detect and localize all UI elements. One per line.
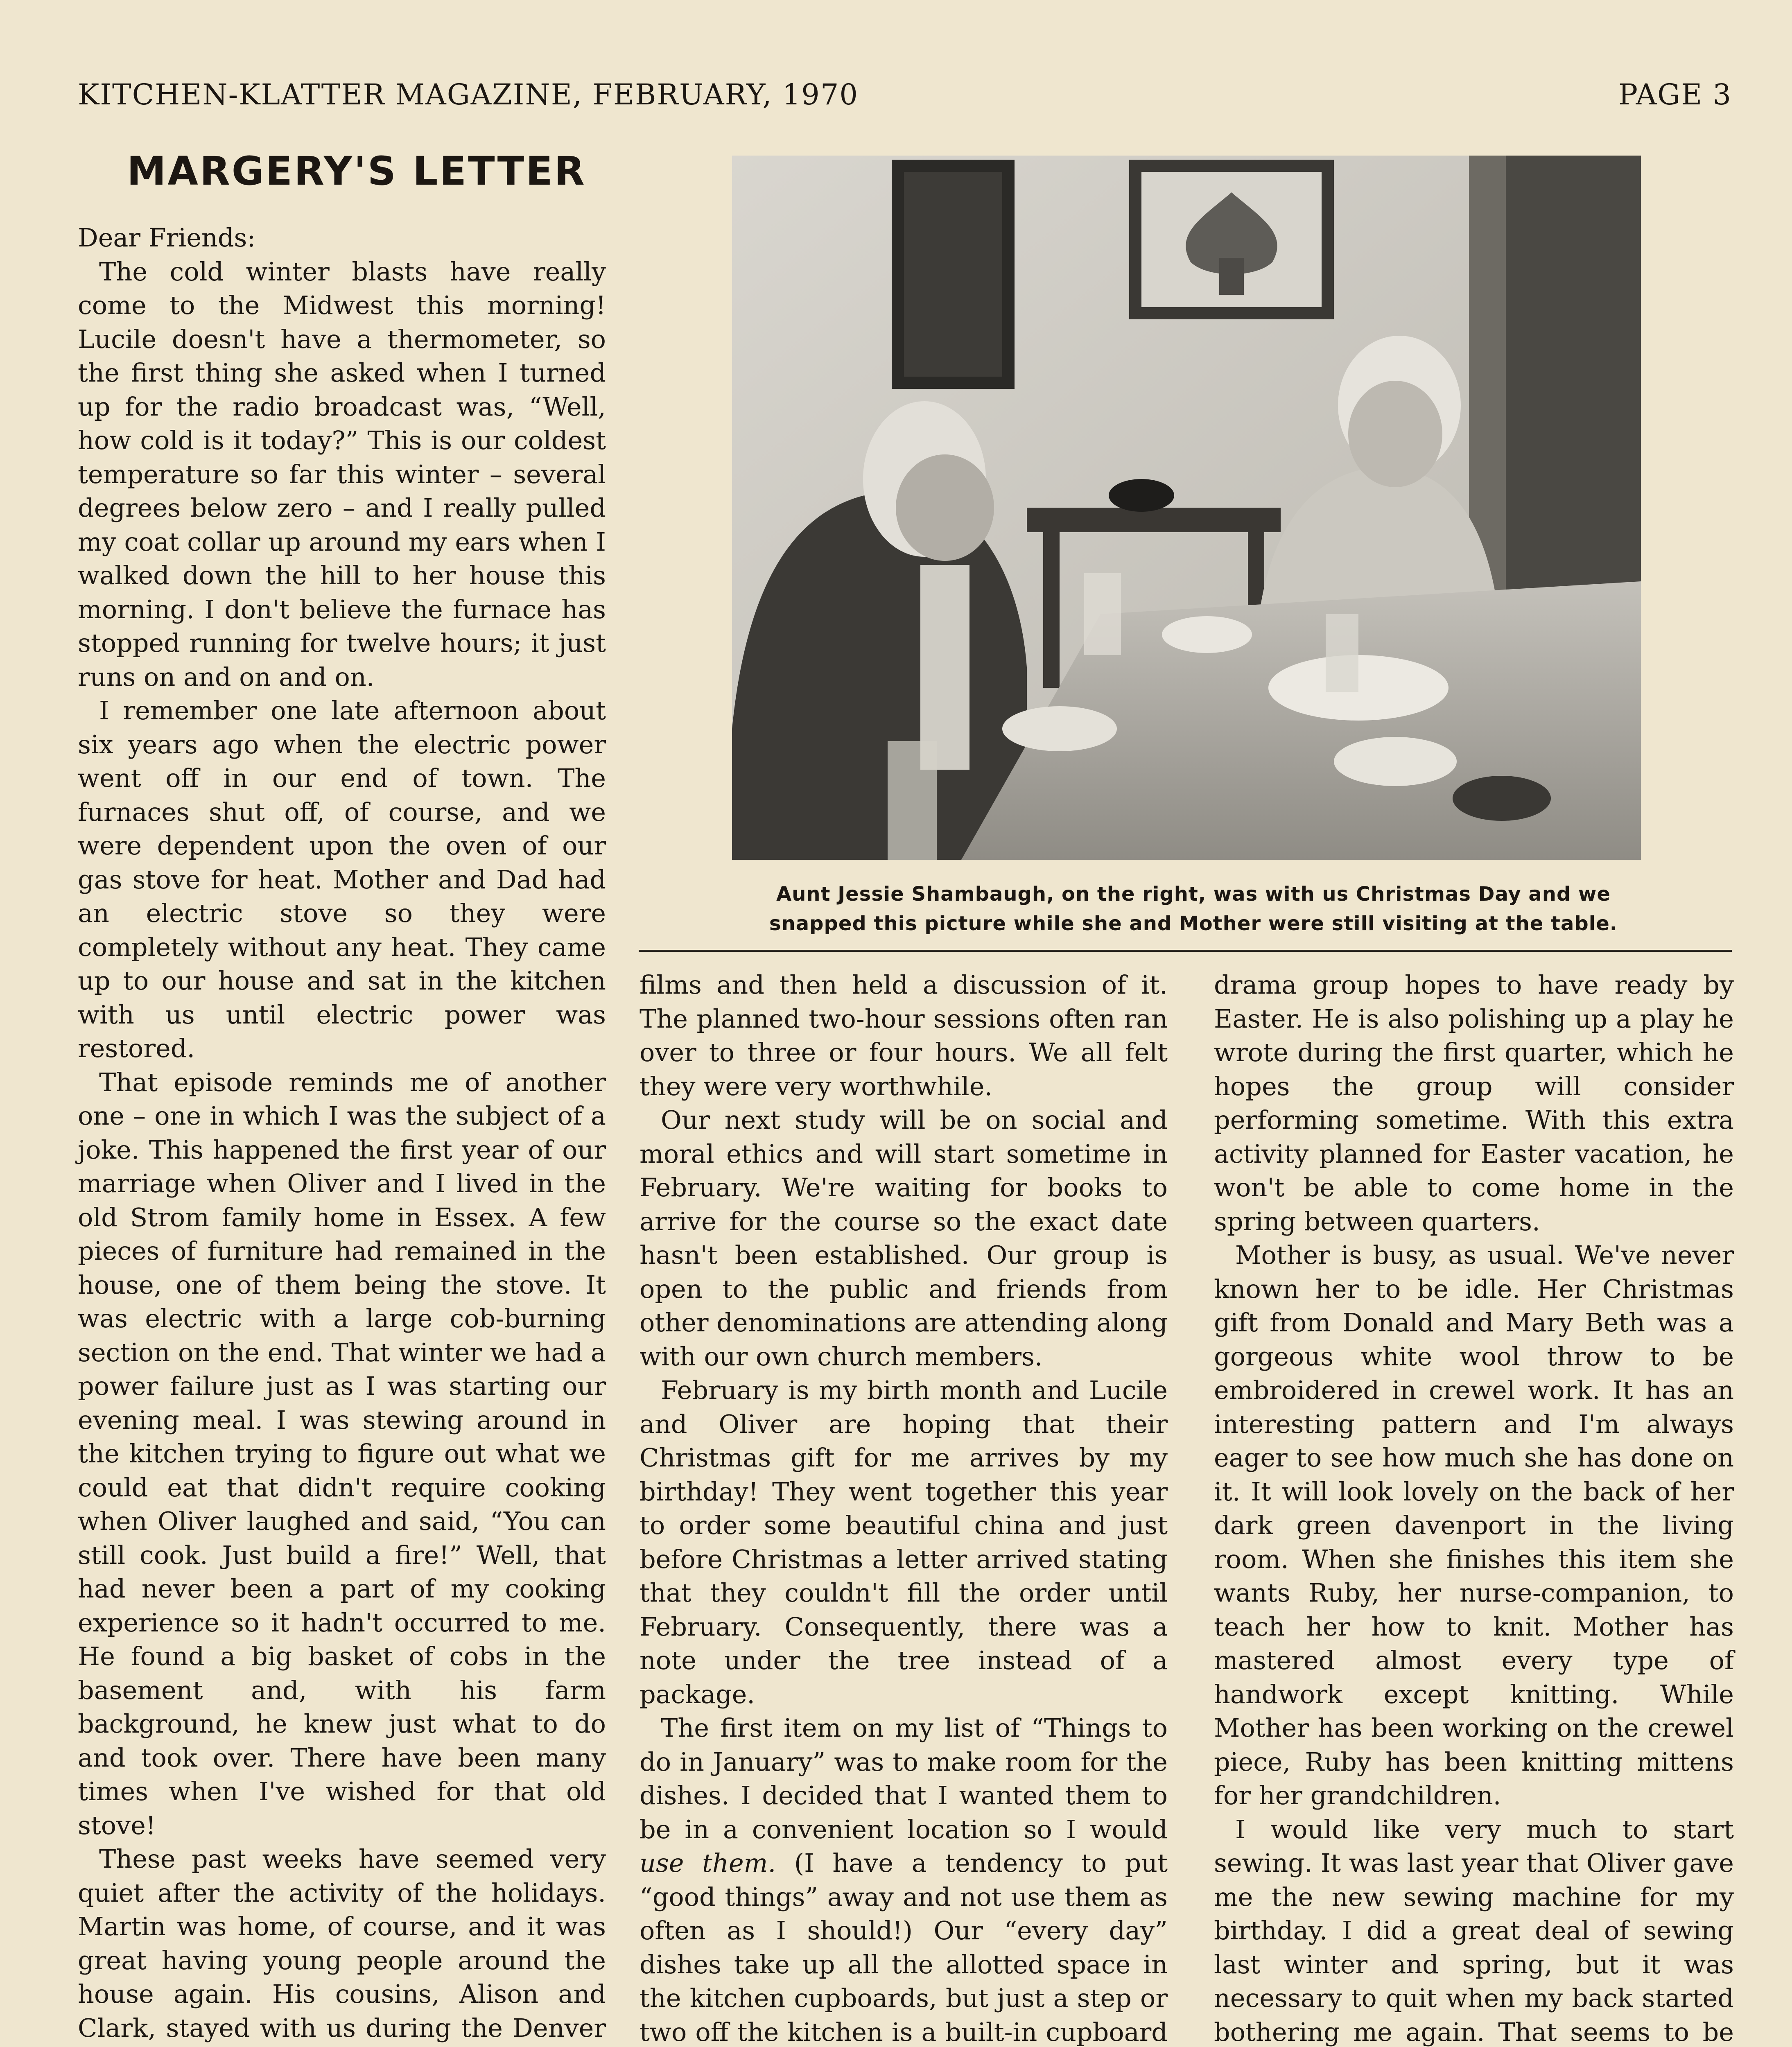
photo-two-women-at-table — [732, 156, 1641, 860]
paragraph: I remember one late afternoon about six years ago when the electric power went off in our end of town. The furnaces shut off, of course, and we were dependent upon the oven of our gas stove for heat. Mother and Dad had an electric stove so they were completely without any heat. They came up to our house and sat in the kitchen with us until electric power was restored. — [78, 696, 606, 1063]
photo-caption — [655, 879, 1732, 938]
column-2 — [640, 968, 1168, 2047]
column-1 — [78, 221, 606, 2047]
article-photo — [732, 156, 1641, 860]
paragraph: That episode reminds me of another one – one in which I was the subject of a joke. This happened the first year of our marriage when Oliver and I lived in the old Strom family home in Essex. A few pieces of furniture had remained in the house, one of them being the stove. It was electric with a large cob-burning section on the end. That winter we had a power failure just as I was starting our evening meal. I was stewing around in the kitchen trying to figure out what we could eat that didn't require cooking when Oliver laughed and said, “You can still cook. Just build a fire!” Well, that had never been a part of my cooking experience so it hadn't occurred to me. He found a big basket of cobs in the basement and, with his farm background, he knew just what to do and took over. There have been many times when I've wished for that old stove! — [78, 1067, 606, 1840]
paragraph: The cold winter blasts have really come to the Midwest this morning! Lucile doesn't have a thermometer, so the first thing she asked when I turned up for the radio broadcast was, “Well, how cold is it today?” This is our coldest temperature so far this winter – several degrees below zero – and I really pulled my coat collar up around my ears when I walked down the hill to her house this morning. I don't believe the furnace has stopped running for twelve hours; it just runs on and on and on. — [78, 256, 606, 692]
paragraph: I would like very much to start sewing. It was last year that Oliver gave me the new sewing machine for my birthday. I did a great deal of sewing last winter and spring, but it was necessary to quit when my back started bothering me again. That seems to be — [1214, 1814, 1734, 2047]
salutation: Dear Friends: — [78, 223, 256, 253]
emphasized-text: use them. — [640, 1848, 776, 1878]
column-divider-rule — [639, 950, 1732, 952]
paragraph: These past weeks have seemed very quiet after the activity of the holidays. Martin was home, of course, and it was great having young people around the house again. His cousins, Alison and Clark, stayed with us during the Denver — [78, 1844, 606, 2043]
page-number: PAGE 3 — [1618, 78, 1732, 111]
paragraph: February is my birth month and Lucile and Oliver are hoping that their Christmas gift for me arrives by my birthday! They went together this year to order some beautiful china and just before Christmas a letter arrived stating that they couldn't fill the order until February. Consequently, there was a note under the tree instead of a package. — [640, 1375, 1168, 1709]
paragraph-text: The first item on my list of “Things to do in January” was to make room for the dishes. I decided that I wanted them to be in a convenient location so I would — [640, 1713, 1168, 1844]
paragraph: films and then held a discussion of it. The planned two-hour sessions often ran over to three or four hours. We all felt they were very worthwhile. — [640, 970, 1168, 1101]
column-3 — [1214, 968, 1734, 2047]
paragraph: drama group hopes to have ready by Easter. He is also polishing up a play he wrote during the first quarter, which he hopes the group will consider performing sometime. With this extra activity planned for Easter vacation, he won't be able to come home in the spring between quarters. — [1214, 970, 1734, 1236]
running-header — [78, 78, 1732, 111]
paragraph: Mother is busy, as usual. We've never known her to be idle. Her Christmas gift from Donald and Mary Beth was a gorgeous white wool throw to be embroidered in crewel work. It has an interesting pattern and I'm always eager to see how much she has done on it. It will look lovely on the back of her dark green davenport in the living room. When she finishes this item she wants Ruby, her nurse-companion, to teach her how to knit. Mother has mastered almost every type of handwork except knitting. While Mother has been working on the crewel piece, Ruby has been knitting mittens for her grandchildren. — [1214, 1240, 1734, 1810]
paragraph — [640, 1711, 1168, 2047]
paragraph-text: (I have a tendency to put “good things” away and not use them as often as I should!) Our “every day” dishes take up all the allotted space in the kitchen cupboards, but just a step or two off the kitchen is a built-in cupboard — [640, 1848, 1168, 2047]
caption-line: Aunt Jessie Shambaugh, on the right, was with us Christmas Day and we — [776, 883, 1611, 906]
article-title: MARGERY'S LETTER — [127, 148, 586, 194]
magazine-issue-line: KITCHEN-KLATTER MAGAZINE, FEBRUARY, 1970 — [78, 78, 859, 111]
paragraph: Our next study will be on social and moral ethics and will start sometime in February. We're waiting for books to arrive for the course so the exact date hasn't been established. Our group is open to the public and friends from other denominations are attending along with our own church members. — [640, 1105, 1168, 1371]
caption-line: snapped this picture while she and Mother were still visiting at the table. — [769, 912, 1618, 935]
